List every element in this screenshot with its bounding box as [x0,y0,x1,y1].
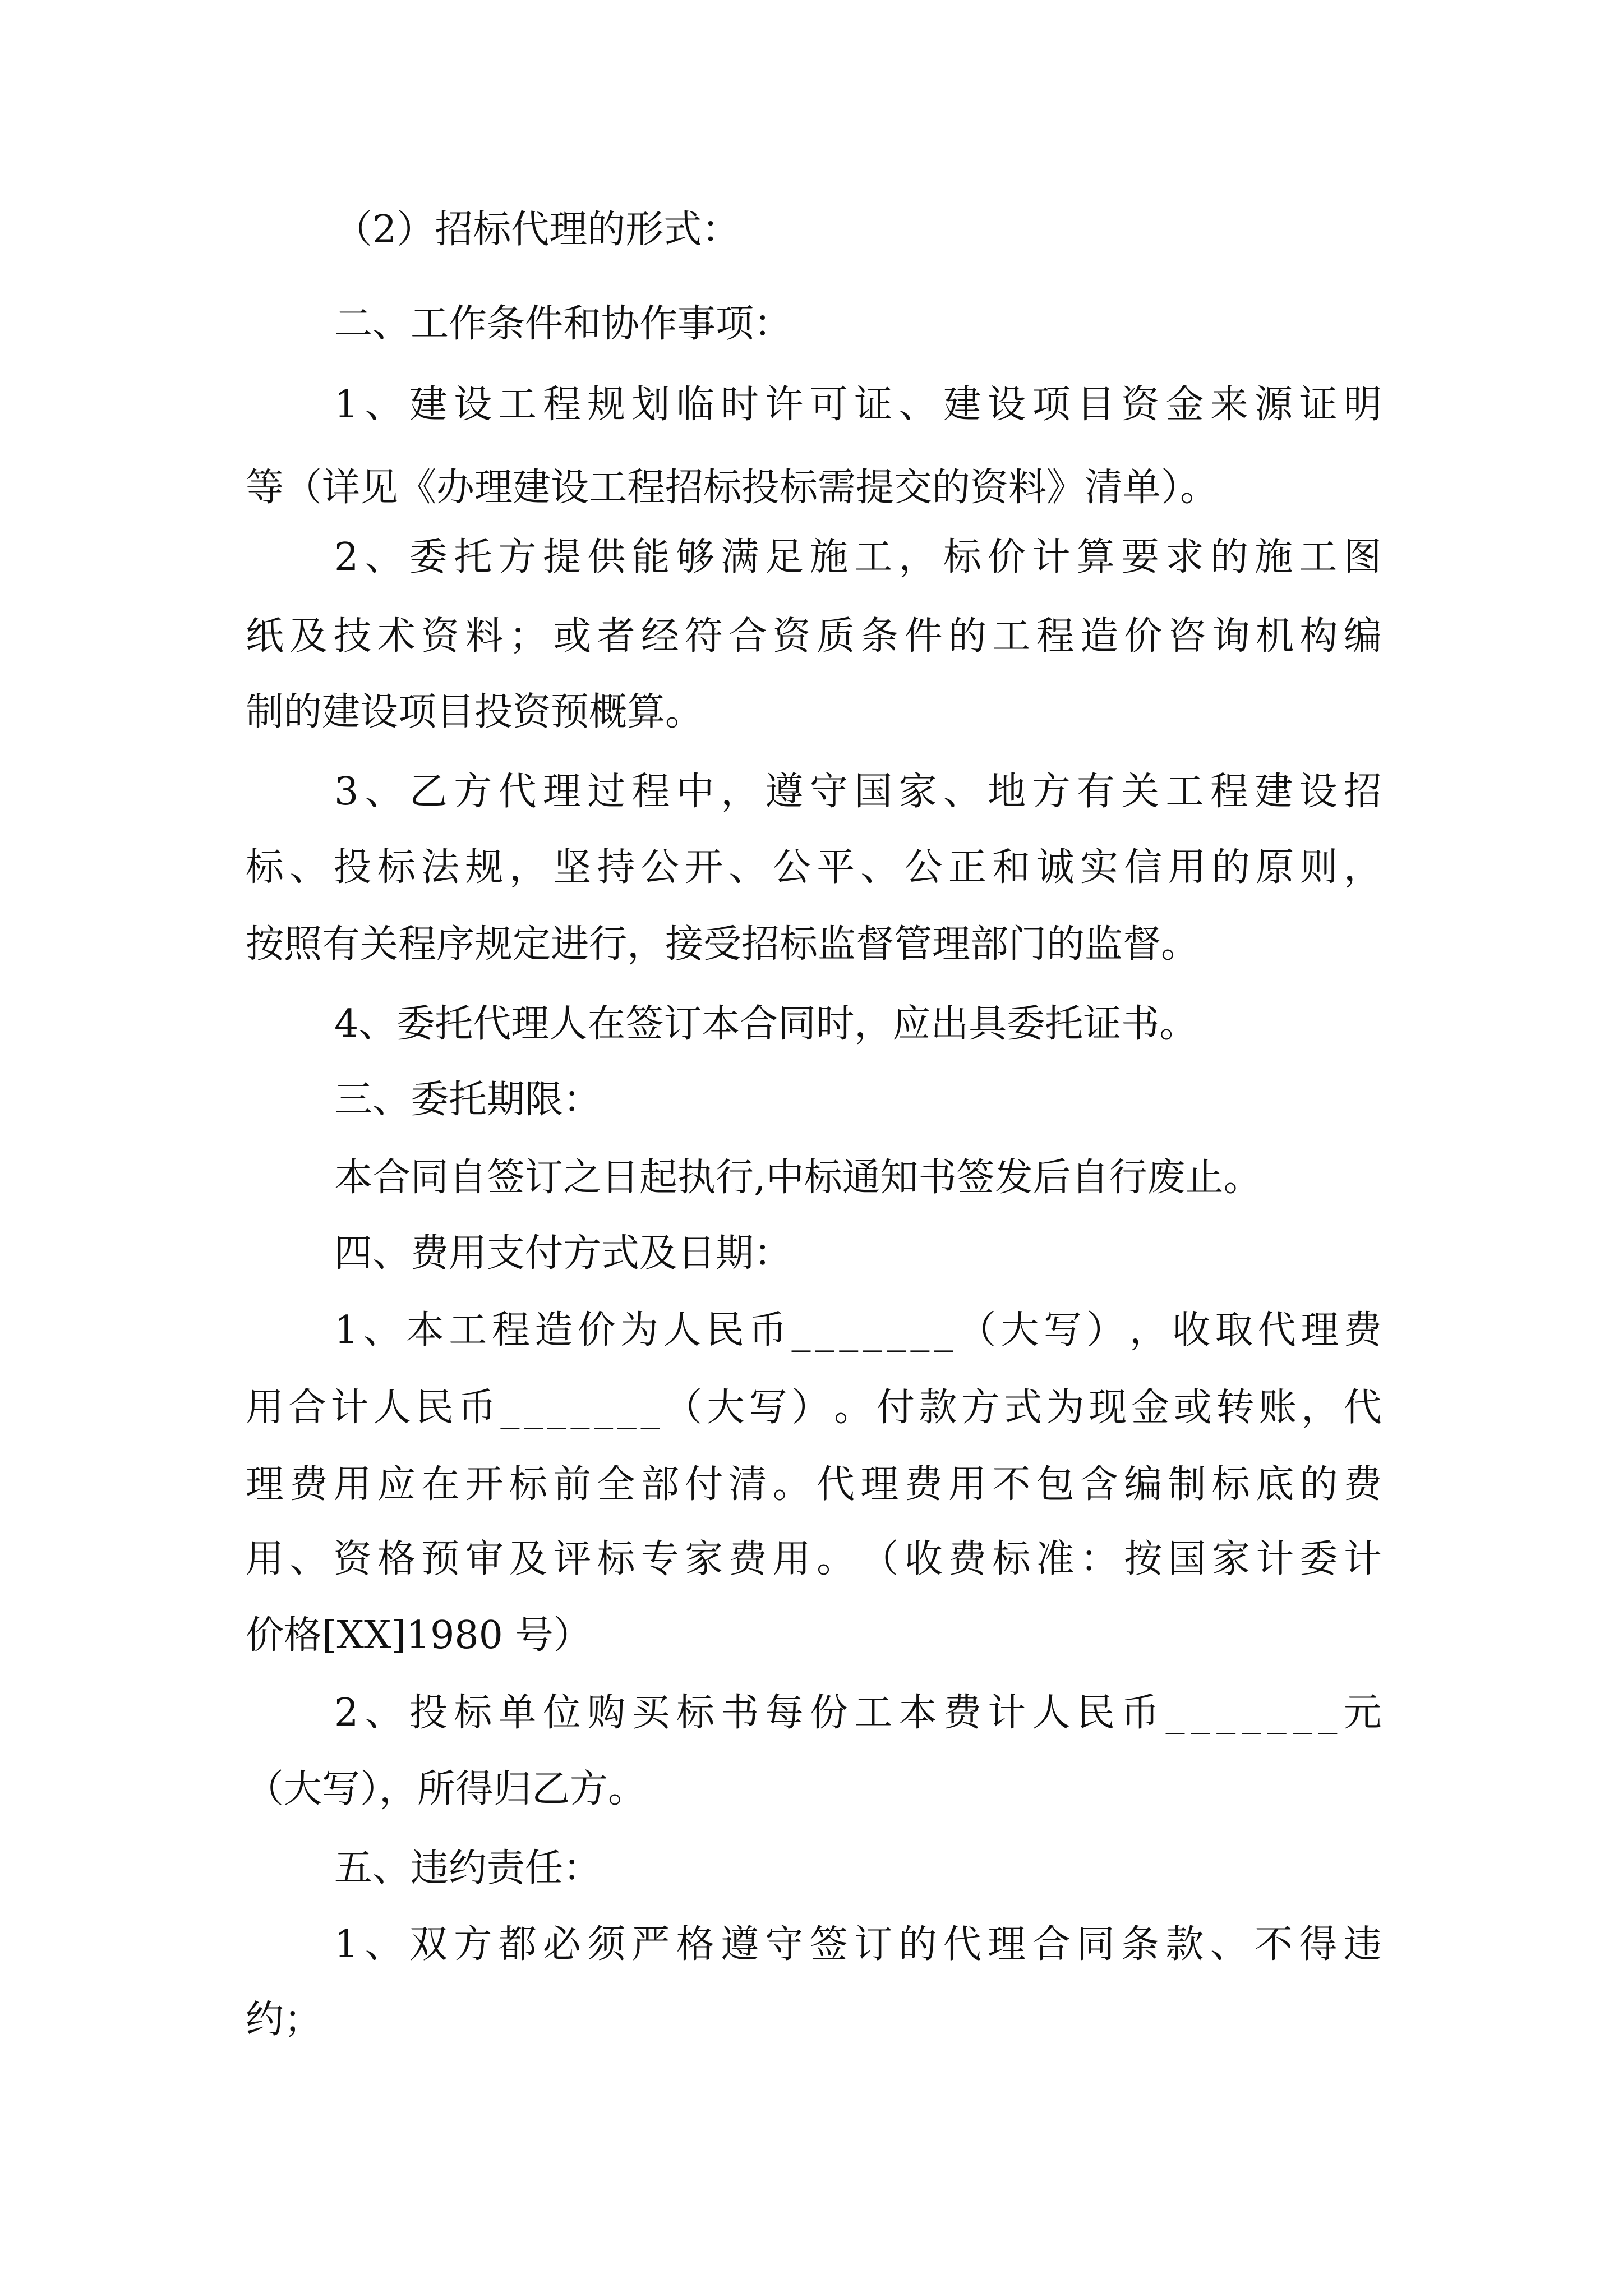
section-heading: 三、委托期限： [334,1078,602,1122]
text-line: 本合同自签订之日起执行,中标通知书签发后自行废止。 [334,1156,1262,1200]
text-line: （大写），所得归乙方。 [246,1767,647,1811]
section-heading: 四、费用支付方式及日期： [334,1231,792,1276]
text-line: 用 、 资 格 预 审 及 评 标 专 家 费 用 。 （ 收 费 标 准 ： 按 国 家 计 委 计 [246,1537,1382,1581]
text-line: 制的建设项目投资预概算。 [246,690,704,734]
text-line: 约； [246,1998,322,2042]
text-line: 价格[XX]1980 号） [246,1613,592,1658]
text-line: 2 、 委 托 方 提 供 能 够 满 足 施 工 ， 标 价 计 算 要 求 的 施 工 图 [334,535,1382,579]
text-line: 1 、 建 设 工 程 规 划 临 时 许 可 证 、 建 设 项 目 资 金 来 源 证 明 [334,383,1382,427]
text-line: （2）招标代理的形式： [334,208,740,252]
text-line: 用 合 计 人 民 币 _ _ _ _ _ _ _ （ 大 写 ） 。 付 款 方 式 为 现 金 或 转 账 ， 代 [246,1386,1382,1430]
text-line: 3 、 乙 方 代 理 过 程 中 ， 遵 守 国 家 、 地 方 有 关 工 程 建 设 招 [334,770,1382,814]
text-line: 纸 及 技 术 资 料 ； 或 者 经 符 合 资 质 条 件 的 工 程 造 价 咨 询 机 构 编 [246,614,1382,659]
text-line: 标 、 投 标 法 规 ， 坚 持 公 开 、 公 平 、 公 正 和 诚 实 信 用 的 原 则 ， [246,845,1382,890]
section-heading: 五、违约责任： [334,1846,602,1890]
text-line: 4、委托代理人在签订本合同时，应出具委托证书。 [334,1002,1198,1046]
text-line: 1 、 双 方 都 必 须 严 格 遵 守 签 订 的 代 理 合 同 条 款 、 不 得 违 [334,1922,1382,1967]
text-line: 等（详见《办理建设工程招标投标需提交的资料》清单）。 [246,466,1219,510]
text-line: 1 、 本 工 程 造 价 为 人 民 币 _ _ _ _ _ _ _ （ 大 写 ） ， 收 取 代 理 费 [334,1308,1382,1352]
section-heading: 二、工作条件和协作事项： [334,302,792,346]
text-line: 2 、 投 标 单 位 购 买 标 书 每 份 工 本 费 计 人 民 币 _ _ _ _ _ _ _ 元 [334,1691,1382,1735]
text-line: 理 费 用 应 在 开 标 前 全 部 付 清 。 代 理 费 用 不 包 含 编 制 标 底 的 费 [246,1462,1382,1507]
text-line: 按照有关程序规定进行，接受招标监督管理部门的监督。 [246,922,1200,967]
